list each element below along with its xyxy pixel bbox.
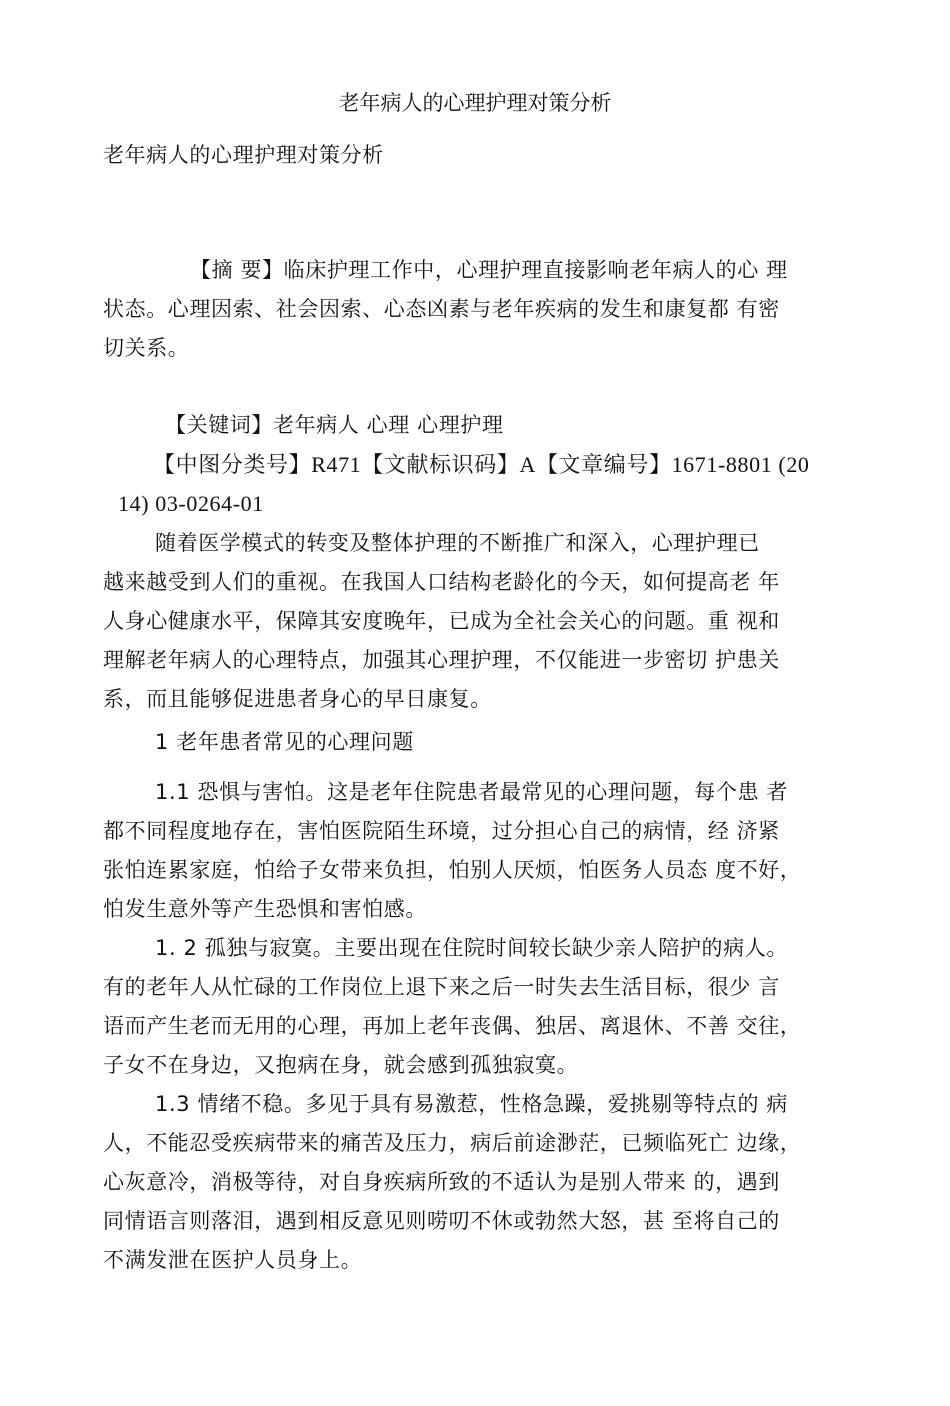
section-1-2-line: 有的老年人从忙碌的工作岗位上退下来之后一时失去生活目标，很少 言 bbox=[103, 975, 780, 999]
abstract-line: 【摘 要】临床护理工作中，心理护理直接影响老年病人的心 理 bbox=[190, 258, 788, 282]
classification-line: 【中图分类号】R471【文献标识码】A【文章编号】1671-8801 (20 bbox=[153, 452, 810, 477]
intro-line: 随着医学模式的转变及整体护理的不断推广和深入，心理护理已 bbox=[155, 531, 760, 555]
classification-line: 14) 03-0264-01 bbox=[118, 491, 264, 516]
section-1-3-line: 心灰意冷，消极等待，对自身疾病所致的不适认为是别人带来 的，遇到 bbox=[103, 1170, 780, 1194]
intro-line: 系，而且能够促进患者身心的早日康复。 bbox=[103, 687, 492, 711]
section-1-3-line: 同情语言则落泪，遇到相反意见则唠叨不休或勃然大怒，甚 至将自己的 bbox=[103, 1209, 780, 1233]
intro-line: 人身心健康水平，保障其安度晚年，已成为全社会关心的问题。重 视和 bbox=[103, 609, 780, 633]
document-title: 老年病人的心理护理对策分析 bbox=[338, 91, 612, 115]
intro-line: 越来越受到人们的重视。在我国人口结构老龄化的今天，如何提高老 年 bbox=[103, 570, 780, 594]
section-1-1-line: 怕发生意外等产生恐惧和害怕感。 bbox=[103, 897, 427, 921]
section-1-3-line: 1.3 情绪不稳。多见于具有易激惹，性格急躁，爱挑剔等特点的 病 bbox=[155, 1092, 788, 1116]
section-1-2-line: 1. 2 孤独与寂寞。主要出现在住院时间较长缺少亲人陪护的病人。 bbox=[155, 936, 788, 960]
section-1-3-line: 人，不能忍受疾病带来的痛苦及压力，病后前途渺茫，已频临死亡 边缘， bbox=[103, 1131, 802, 1155]
document-subtitle: 老年病人的心理护理对策分析 bbox=[103, 143, 384, 167]
section-1-1-line: 都不同程度地存在，害怕医院陌生环境，过分担心自己的病情，经 济紧 bbox=[103, 819, 780, 843]
keywords-line: 【关键词】老年病人 心理 心理护理 bbox=[165, 413, 504, 437]
section-1-2-line: 语而产生老而无用的心理，再加上老年丧偶、独居、离退休、不善 交往， bbox=[103, 1014, 802, 1038]
abstract-line: 状态。心理因索、社会因索、心态凶素与老年疾病的发生和康复都 有密 bbox=[103, 297, 780, 321]
section-heading: 1 老年患者常见的心理问题 bbox=[155, 730, 414, 754]
section-1-2-line: 子女不在身边，又抱病在身，就会感到孤独寂寞。 bbox=[103, 1053, 579, 1077]
section-1-1-line: 1.1 恐惧与害怕。这是老年住院患者最常见的心理问题，每个患 者 bbox=[155, 780, 788, 804]
section-1-3-line: 不满发泄在医护人员身上。 bbox=[103, 1248, 363, 1272]
abstract-line: 切关系。 bbox=[103, 336, 190, 360]
section-1-1-line: 张怕连累家庭，怕给子女带来负担，怕别人厌烦，怕医务人员态 度不好， bbox=[103, 858, 802, 882]
intro-line: 理解老年病人的心理特点，加强其心理护理，不仅能进一步密切 护患关 bbox=[103, 648, 780, 672]
